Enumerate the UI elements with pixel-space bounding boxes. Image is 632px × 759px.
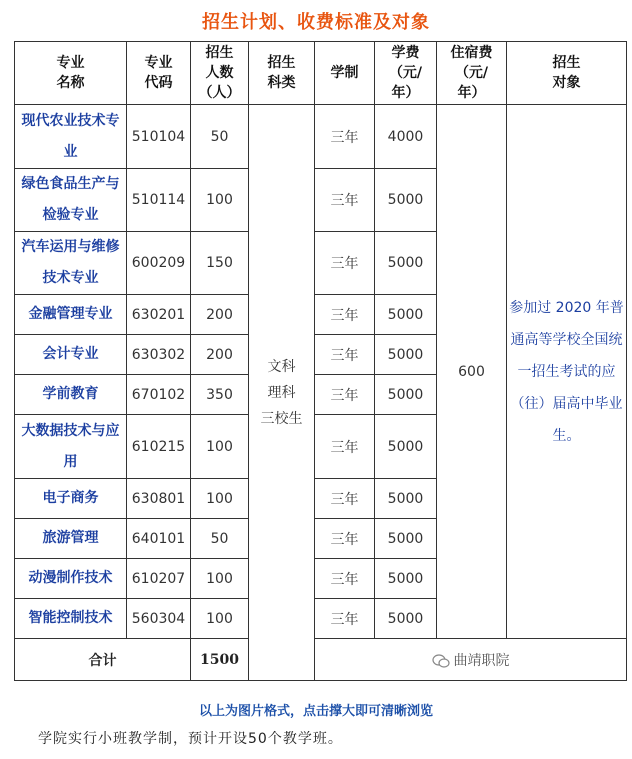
enroll-count: 50 xyxy=(191,105,249,169)
major-code: 670102 xyxy=(127,375,191,415)
duration: 三年 xyxy=(315,559,375,599)
header-major: 专业 名称 xyxy=(15,42,127,105)
header-tuition: 学费 （元/ 年） xyxy=(375,42,437,105)
duration: 三年 xyxy=(315,232,375,295)
tuition-fee: 5000 xyxy=(375,559,437,599)
enroll-count: 150 xyxy=(191,232,249,295)
tuition-fee: 5000 xyxy=(375,232,437,295)
major-code: 560304 xyxy=(127,599,191,639)
tuition-fee: 5000 xyxy=(375,169,437,232)
duration: 三年 xyxy=(315,375,375,415)
major-name: 电子商务 xyxy=(15,479,127,519)
tuition-fee: 5000 xyxy=(375,295,437,335)
major-name: 学前教育 xyxy=(15,375,127,415)
table-row xyxy=(15,105,627,169)
tuition-fee: 5000 xyxy=(375,519,437,559)
header-target: 招生 对象 xyxy=(507,42,627,105)
major-name: 会计专业 xyxy=(15,335,127,375)
tuition-fee: 5000 xyxy=(375,415,437,479)
major-code: 630201 xyxy=(127,295,191,335)
enroll-count: 50 xyxy=(191,519,249,559)
major-name: 现代农业技术专业 xyxy=(15,105,127,169)
enroll-count: 100 xyxy=(191,415,249,479)
enroll-count: 100 xyxy=(191,479,249,519)
enroll-target: 参加过 2020 年普通高等学校全国统一招生考试的应（往）届高中毕业生。 xyxy=(507,105,627,639)
duration: 三年 xyxy=(315,335,375,375)
enroll-count: 100 xyxy=(191,599,249,639)
total-row xyxy=(15,639,627,681)
header-row xyxy=(15,42,627,105)
duration: 三年 xyxy=(315,519,375,559)
major-code: 600209 xyxy=(127,232,191,295)
duration: 三年 xyxy=(315,599,375,639)
major-code: 510104 xyxy=(127,105,191,169)
brand-cell xyxy=(315,639,627,681)
major-name: 动漫制作技术 xyxy=(15,559,127,599)
major-code: 610215 xyxy=(127,415,191,479)
major-code: 630302 xyxy=(127,335,191,375)
wechat-icon xyxy=(432,654,450,668)
duration: 三年 xyxy=(315,295,375,335)
total-value: 1500 xyxy=(191,639,249,681)
total-label: 合计 xyxy=(15,639,191,681)
major-name: 智能控制技术 xyxy=(15,599,127,639)
dorm-fee: 600 xyxy=(437,105,507,639)
major-name: 大数据技术与应用 xyxy=(15,415,127,479)
duration: 三年 xyxy=(315,415,375,479)
enroll-count: 100 xyxy=(191,169,249,232)
major-name: 旅游管理 xyxy=(15,519,127,559)
duration: 三年 xyxy=(315,169,375,232)
header-code: 专业 代码 xyxy=(127,42,191,105)
header-num: 招生 人数 （人） xyxy=(191,42,249,105)
tuition-fee: 5000 xyxy=(375,375,437,415)
brand-name: 曲靖职院 xyxy=(453,652,510,669)
header-category: 招生 科类 xyxy=(249,42,315,105)
image-format-note: 以上为图片格式，点击撑大即可清晰浏览 xyxy=(198,704,433,719)
footer-text: 学院实行小班教学制，预计开设50个教学班。 xyxy=(38,731,343,747)
major-code: 610207 xyxy=(127,559,191,599)
enroll-category: 文科 理科 三校生 xyxy=(249,105,315,681)
enroll-count: 350 xyxy=(191,375,249,415)
tuition-fee: 5000 xyxy=(375,335,437,375)
enrollment-table xyxy=(14,41,627,681)
major-name: 绿色食品生产与检验专业 xyxy=(15,169,127,232)
enroll-count: 200 xyxy=(191,295,249,335)
header-dorm-fee: 住宿费 （元/ 年） xyxy=(437,42,507,105)
page-title: 招生计划、收费标准及对象 xyxy=(202,12,430,33)
major-code: 630801 xyxy=(127,479,191,519)
duration: 三年 xyxy=(315,479,375,519)
header-duration: 学制 xyxy=(315,42,375,105)
major-code: 640101 xyxy=(127,519,191,559)
duration: 三年 xyxy=(315,105,375,169)
enroll-count: 100 xyxy=(191,559,249,599)
major-name: 金融管理专业 xyxy=(15,295,127,335)
major-name: 汽车运用与维修技术专业 xyxy=(15,232,127,295)
tuition-fee: 5000 xyxy=(375,479,437,519)
enroll-count: 200 xyxy=(191,335,249,375)
major-code: 510114 xyxy=(127,169,191,232)
tuition-fee: 5000 xyxy=(375,599,437,639)
tuition-fee: 4000 xyxy=(375,105,437,169)
